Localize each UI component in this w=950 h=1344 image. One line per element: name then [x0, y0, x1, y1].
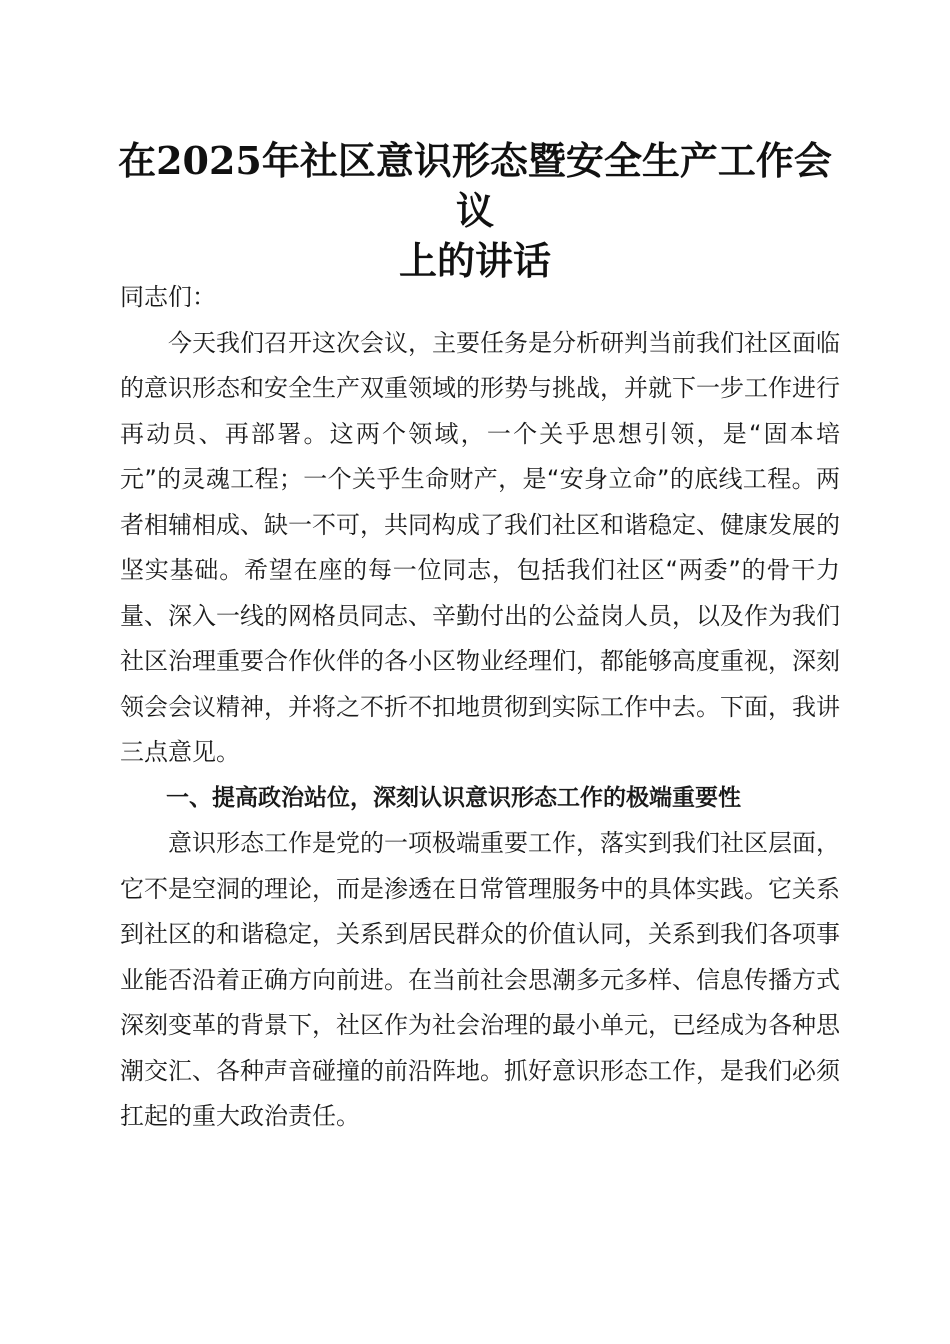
intro-paragraph: 今天我们召开这次会议，主要任务是分析研判当前我们社区面临的意识形态和安全生产双重领域的形势与挑战，并就下一步工作进行再动员、再部署。这两个领域，一个关乎思想引领，是“固本培元”的灵魂工程；一个关乎生命财产，是“安身立命”的底线工程。两者相辅相成、缺一不可，共同构成了我们社区和谐稳定、健康发展的坚实基础。希望在座的每一位同志，包括我们社区“两委”的骨干力量、深入一线的网格员同志、辛勤付出的公益岗人员，以及作为我们社区治理重要合作伙伴的各小区物业经理们，都能够高度重视，深刻领会会议精神，并将之不折不扣地贯彻到实际工作中去。下面，我讲三点意见。 [120, 328, 840, 766]
title-line-2: 上的讲话 [398, 238, 551, 283]
salutation: 同志们： [120, 283, 216, 311]
section-1-paragraph: 意识形态工作是党的一项极端重要工作，落实到我们社区层面，它不是空洞的理论，而是渗透在日常管理服务中的具体实践。它关系到社区的和谐稳定，关系到居民群众的价值认同，关系到我们各项事业能否沿着正确方向前进。在当前社会思潮多元多样、信息传播方式深刻变革的背景下，社区作为社会治理的最小单元，已经成为各种思潮交汇、各种声音碰撞的前沿阵地。抓好意识形态工作，是我们必须扛起的重大政治责任。 [120, 829, 840, 1130]
document-title [110, 136, 840, 286]
section-heading-1: 一、提高政治站位，深刻认识意识形态工作的极端重要性 [166, 784, 741, 811]
title-line-1: 在2025年社区意识形态暨安全生产工作会议 [118, 138, 832, 233]
document-body [120, 275, 840, 1140]
